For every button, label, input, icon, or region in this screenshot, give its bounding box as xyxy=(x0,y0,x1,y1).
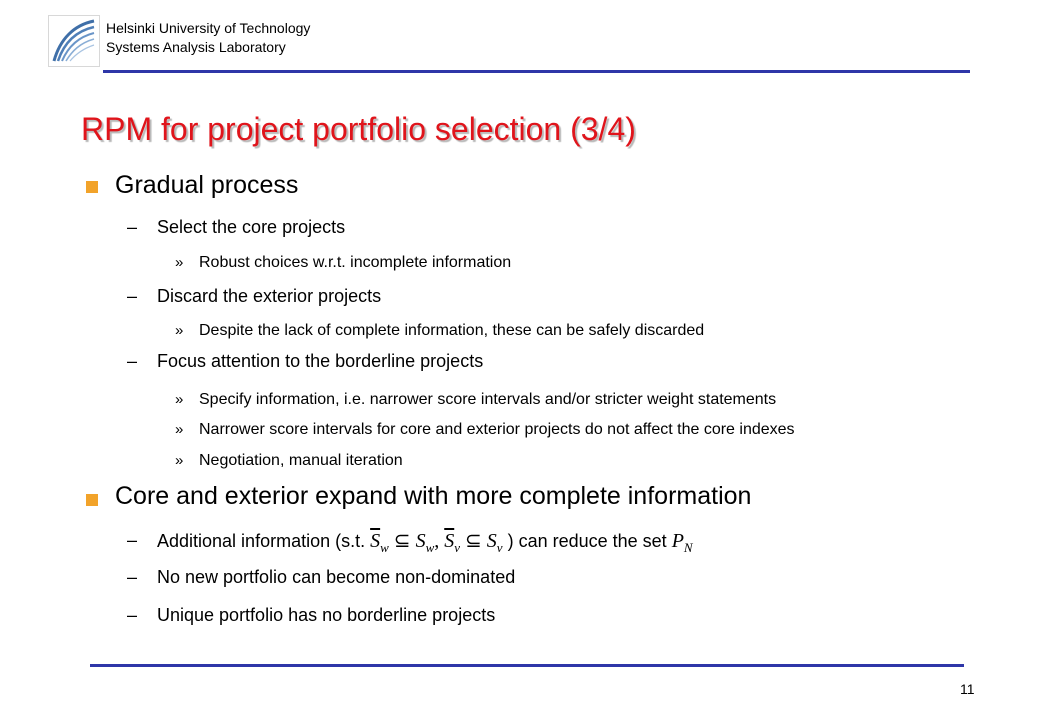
page-number: 11 xyxy=(960,681,975,697)
math-operator: , xyxy=(434,530,440,552)
sub-no-new-portfolio: No new portfolio can become non-dominated xyxy=(157,567,516,587)
math-operator: ⊆ xyxy=(465,530,482,552)
math-symbol: S xyxy=(486,530,497,552)
additional-info-prefix: Additional information (s.t. xyxy=(157,531,366,551)
raquo-marker: » xyxy=(175,254,184,271)
dash-marker: – xyxy=(127,605,138,625)
item-narrower-intervals: Narrower score intervals for core and exterior projects do not affect the core indexes xyxy=(199,421,795,438)
math-symbol: P xyxy=(671,530,684,552)
bullet-gradual-process: Gradual process xyxy=(115,171,299,199)
math-subscript: w xyxy=(380,540,389,555)
math-subscript: v xyxy=(496,540,503,555)
raquo-marker: » xyxy=(175,391,184,408)
math-subscript: N xyxy=(683,540,693,555)
bullet-core-exterior: Core and exterior expand with more complete information xyxy=(115,482,752,510)
dash-marker: – xyxy=(127,286,138,306)
math-subscript: w xyxy=(425,540,435,555)
slide-title: RPM for project portfolio selection (3/4) xyxy=(81,111,636,147)
institution-line-2: Systems Analysis Laboratory xyxy=(106,39,286,55)
additional-info-suffix: ) can reduce the set xyxy=(507,531,667,551)
math-symbol: S xyxy=(415,530,426,552)
raquo-marker: » xyxy=(175,322,184,339)
item-robust-choices: Robust choices w.r.t. incomplete information xyxy=(199,254,512,271)
institution-name xyxy=(106,19,310,57)
raquo-marker: » xyxy=(175,452,184,469)
math-subscript: v xyxy=(454,540,461,555)
footer-rule xyxy=(90,664,964,667)
dash-marker: – xyxy=(127,530,138,550)
dash-marker: – xyxy=(127,567,138,587)
item-negotiation: Negotiation, manual iteration xyxy=(199,452,403,469)
item-specify-information: Specify information, i.e. narrower score intervals and/or stricter weight statements xyxy=(199,391,777,408)
sub-unique-portfolio: Unique portfolio has no borderline projects xyxy=(157,605,496,625)
dash-marker: – xyxy=(127,217,138,237)
math-symbol: $\overline{S}$ xyxy=(444,530,455,552)
sub-discard-exterior: Discard the exterior projects xyxy=(157,286,382,306)
sub-additional-information xyxy=(157,528,693,556)
hut-logo-icon xyxy=(48,15,100,67)
sub-select-core: Select the core projects xyxy=(157,217,346,237)
square-bullet-icon xyxy=(86,494,98,506)
subset-formula xyxy=(370,530,503,555)
raquo-marker: » xyxy=(175,421,184,438)
set-formula xyxy=(671,530,693,555)
square-bullet-icon xyxy=(86,181,98,193)
math-symbol: $\overline{S}$ xyxy=(370,530,381,552)
institution-line-1: Helsinki University of Technology xyxy=(106,20,311,36)
dash-marker: – xyxy=(127,351,138,371)
sub-focus-borderline: Focus attention to the borderline projects xyxy=(157,351,484,371)
item-despite-lack: Despite the lack of complete information, these can be safely discarded xyxy=(199,322,705,339)
math-operator: ⊆ xyxy=(393,530,411,552)
header-rule xyxy=(103,70,970,73)
